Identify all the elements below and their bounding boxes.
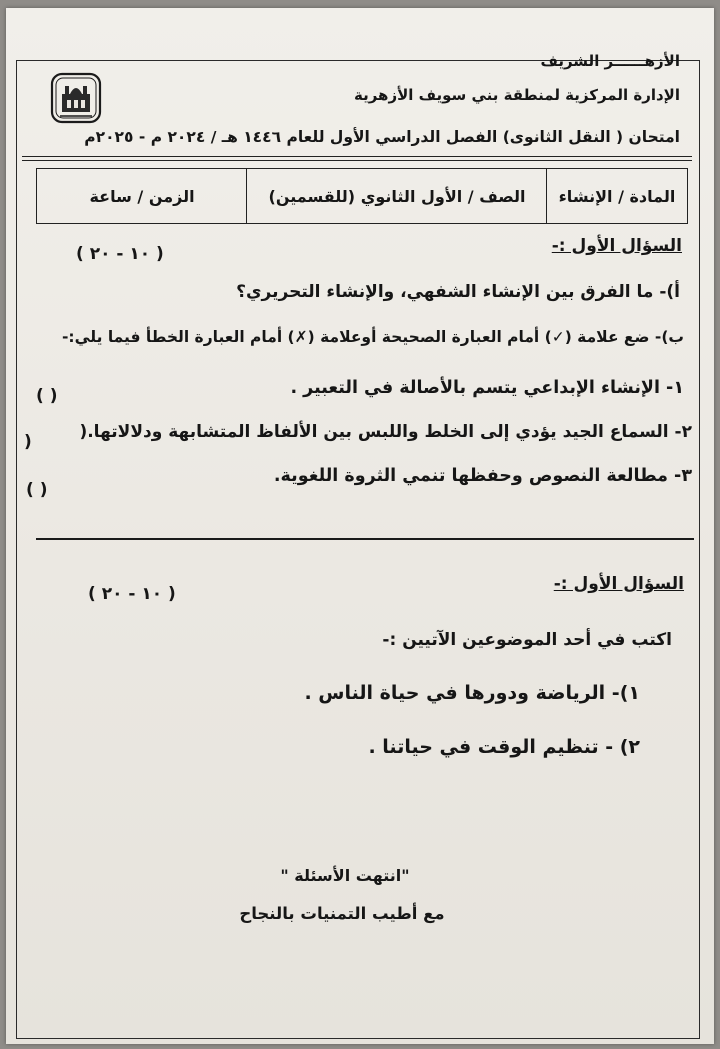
true-false-item-2: ٢- السماع الجيد يؤدي إلى الخلط واللبس بين الألفاظ المتشابهة ودلالاتها.(: [79, 422, 692, 442]
question-2-title: السؤال الأول :-: [553, 574, 684, 594]
grade-cell: الصف / الأول الثانوي (للقسمين): [246, 169, 547, 223]
question-part-a: أ)- ما الفرق بين الإنشاء الشفهي، والإنشاء التحريري؟: [236, 282, 680, 302]
question-1-title: السؤال الأول :-: [551, 236, 682, 256]
header-rule: [22, 156, 692, 157]
essay-topic-1: ١)- الرياضة ودورها في حياة الناس .: [304, 682, 640, 704]
answer-box-3: ( ): [26, 480, 48, 500]
subject-cell: المادة / الإنشاء: [546, 169, 687, 223]
exam-title: امتحان ( النقل الثانوى) الفصل الدراسي الأول للعام ١٤٤٦ هـ / ٢٠٢٤ م - ٢٠٢٥م: [84, 128, 680, 146]
question-1-marks: ( ١٠ - ٢٠ ): [76, 244, 164, 264]
true-false-item-1: ١- الإنشاء الإبداعي يتسم بالأصالة في التعبير .: [290, 378, 684, 398]
end-of-questions: "انتهت الأسئلة ": [280, 866, 410, 885]
section-divider: [36, 538, 694, 540]
exam-info-table: [36, 168, 688, 224]
good-luck-message: مع أطيب التمنيات بالنجاح: [239, 904, 445, 923]
time-cell: الزمن / ساعة: [89, 186, 195, 206]
question-part-b: ب)- ضع علامة (✓) أمام العبارة الصحيحة أوعلامة (✗) أمام العبارة الخطأ فيما يلي:-: [61, 328, 684, 346]
administration-name: الإدارة المركزية لمنطقة بني سويف الأزهرية: [353, 86, 680, 104]
essay-instruction: اكتب في أحد الموضوعين الآتيين :-: [382, 630, 672, 650]
true-false-item-3: ٣- مطالعة النصوص وحفظها تنمي الثروة اللغوية.: [273, 466, 692, 486]
header-rule-inner: [22, 160, 692, 161]
exam-sheet: [6, 8, 714, 1044]
answer-box-1: ( ): [36, 386, 58, 406]
institution-name: الأزهــــــر الشريف: [540, 52, 680, 70]
essay-topic-2: ٢) - تنظيم الوقت في حياتنا .: [368, 736, 640, 758]
question-2-marks: ( ١٠ - ٢٠ ): [88, 584, 176, 604]
answer-box-2: ): [24, 432, 32, 452]
al-azhar-logo: [50, 72, 102, 124]
